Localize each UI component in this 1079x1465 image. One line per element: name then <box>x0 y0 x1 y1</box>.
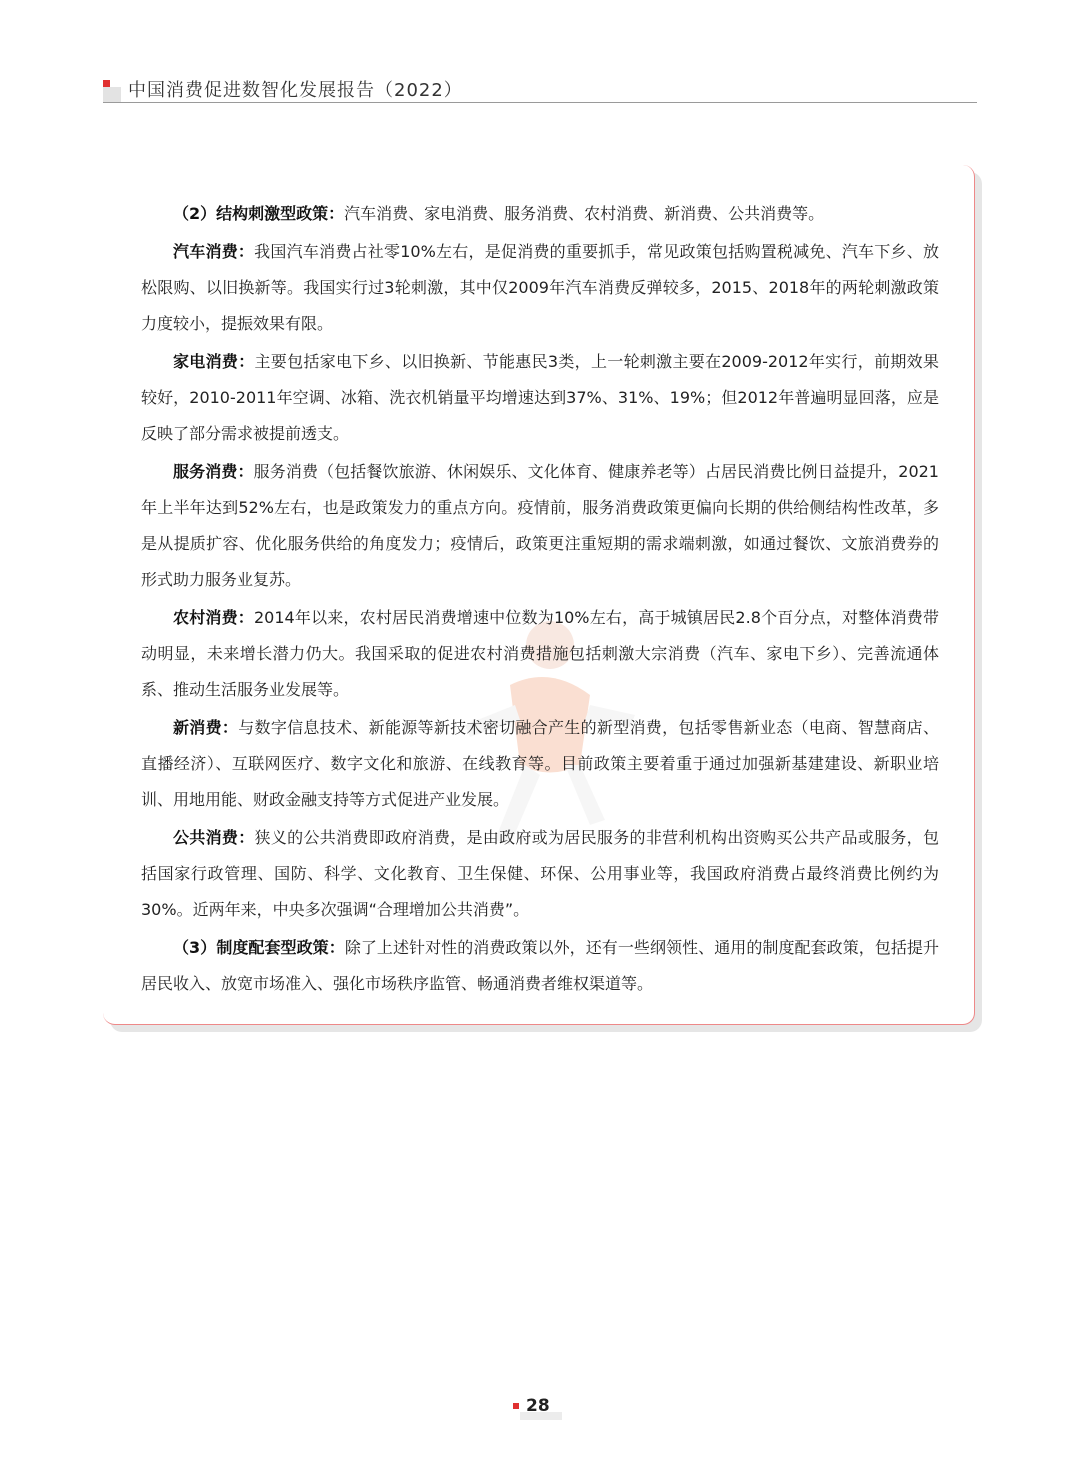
paragraph-label: 农村消费： <box>173 608 254 627</box>
paragraph-text: 狭义的公共消费即政府消费，是由政府或为居民服务的非营利机构出资购买公共产品或服务，包括国家行政管理、国防、科学、文化教育、卫生保健、环保、公用事业等，我国政府消费占最终消费比例约为30%。近两年来，中央多次强调“合理增加公共消费”。 <box>141 828 939 919</box>
paragraph-text: 与数字信息技术、新能源等新技术密切融合产生的新型消费，包括零售新业态（电商、智慧商店、直播经济）、互联网医疗、数字文化和旅游、在线教育等。目前政策主要着重于通过加强新基建建设、新职业培训、用地用能、财政金融支持等方式促进产业发展。 <box>141 718 939 809</box>
paragraph-structural-policy <box>141 196 939 232</box>
paragraph-label: 家电消费： <box>173 352 255 371</box>
paragraph-new-consumption <box>141 710 939 818</box>
paragraph-institutional-policy <box>141 930 939 1002</box>
paragraph-public-consumption <box>141 820 939 928</box>
paragraph-appliance-consumption <box>141 344 939 452</box>
paragraph-text: 服务消费（包括餐饮旅游、休闲娱乐、文化体育、健康养老等）占居民消费比例日益提升，2021年上半年达到52%左右，也是政策发力的重点方向。疫情前，服务消费政策更偏向长期的供给侧结构性改革，多是从提质扩容、优化服务供给的角度发力；疫情后，政策更注重短期的需求端刺激，如通过餐饮、文旅消费券的形式助力服务业复苏。 <box>141 462 939 589</box>
header-divider <box>103 102 977 103</box>
paragraph-label: 汽车消费： <box>173 242 255 261</box>
body-text <box>141 196 939 1004</box>
paragraph-text: 主要包括家电下乡、以旧换新、节能惠民3类，上一轮刺激主要在2009-2012年实行，前期效果较好，2010-2011年空调、冰箱、洗衣机销量平均增速达到37%、31%、19%；但2012年普遍明显回落，应是反映了部分需求被提前透支。 <box>141 352 939 443</box>
paragraph-rural-consumption <box>141 600 939 708</box>
paragraph-text: 2014年以来，农村居民消费增速中位数为10%左右，高于城镇居民2.8个百分点，对整体消费带动明显，未来增长潜力仍大。我国采取的促进农村消费措施包括刺激大宗消费（汽车、家电下乡）、完善流通体系、推动生活服务业发展等。 <box>141 608 939 699</box>
paragraph-label: 服务消费： <box>173 462 254 481</box>
paragraph-text: 除了上述针对性的消费政策以外，还有一些纲领性、通用的制度配套政策，包括提升居民收入、放宽市场准入、强化市场秩序监管、畅通消费者维权渠道等。 <box>141 938 939 993</box>
page-number-decor-red <box>513 1403 519 1409</box>
paragraph-text: 汽车消费、家电消费、服务消费、农村消费、新消费、公共消费等。 <box>344 204 825 223</box>
paragraph-service-consumption <box>141 454 939 598</box>
header-decor-gray <box>103 87 121 103</box>
paragraph-text: 我国汽车消费占社零10%左右，是促消费的重要抓手，常见政策包括购置税减免、汽车下乡、放松限购、以旧换新等。我国实行过3轮刺激，其中仅2009年汽车消费反弹较多，2015、2018年的两轮刺激政策力度较小，提振效果有限。 <box>141 242 939 333</box>
paragraph-label: （3）制度配套型政策： <box>173 938 345 957</box>
paragraph-label: （2）结构刺激型政策： <box>173 204 345 223</box>
page-number: 28 <box>526 1396 550 1416</box>
paragraph-auto-consumption <box>141 234 939 342</box>
paragraph-label: 公共消费： <box>173 828 255 847</box>
header-decor-red <box>103 80 110 87</box>
header-title: 中国消费促进数智化发展报告（2022） <box>128 80 463 101</box>
paragraph-label: 新消费： <box>173 718 239 737</box>
